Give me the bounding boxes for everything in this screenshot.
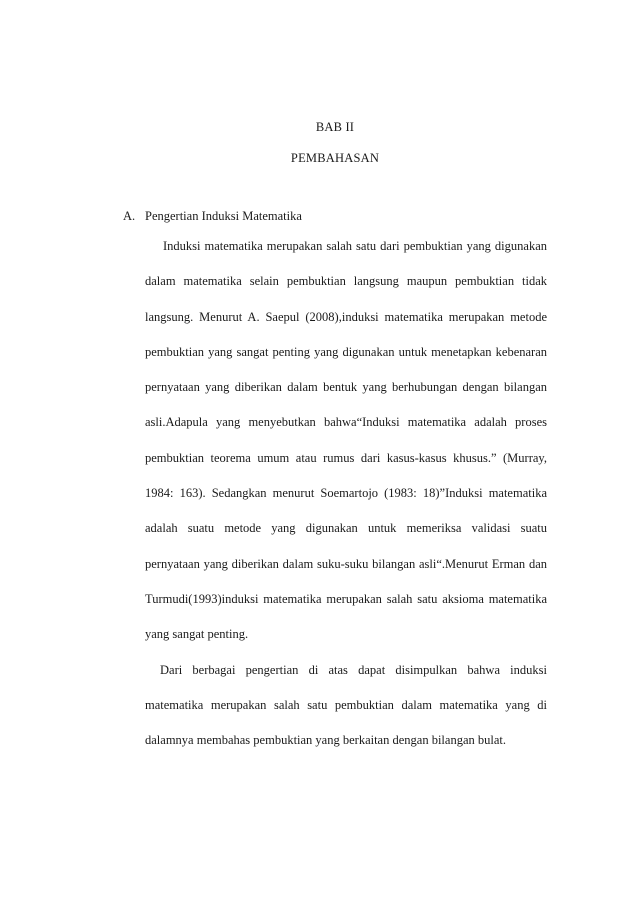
chapter-title: PEMBAHASAN (290, 151, 380, 165)
section-title: Pengertian Induksi Matematika (145, 209, 302, 223)
section-marker: A. (123, 209, 136, 223)
chapter-number: BAB II (315, 120, 355, 134)
paragraph-2: Dari berbagai pengertian di atas dapat disimpulkan bahwa induksi matematika merupakan salah satu pembuktian dalam matematika yang di dalamnya membahas pembuktian yang berkaitan dengan bilangan bulat. (145, 662, 547, 748)
section-heading (123, 209, 302, 224)
paragraph-1: Induksi matematika merupakan salah satu dari pembuktian yang digunakan dalam matematika selain pembuktian langsung maupun pembuktian tidak langsung. Menurut A. Saepul (2008),induksi matematika merupakan metode pembuktian yang sangat penting yang digunakan untuk menetapkan kebenaran pernyataan yang diberikan dalam bentuk yang berhubungan dengan bilangan asli.Adapula yang menyebutkan bahwa“Induksi matematika adalah proses pembuktian teorema umum atau rumus dari kasus-kasus khusus.” (Murray, 1984: 163). Sedangkan menurut Soemartojo (1983: 18)”Induksi matematika adalah suatu metode yang digunakan untuk memeriksa validasi suatu pernyataan yang diberikan dalam suku-suku bilangan asli“.Menurut Erman dan Turmudi(1993)induksi matematika merupakan salah satu aksioma matematika yang sangat penting. (145, 239, 547, 642)
section-body (145, 229, 547, 758)
